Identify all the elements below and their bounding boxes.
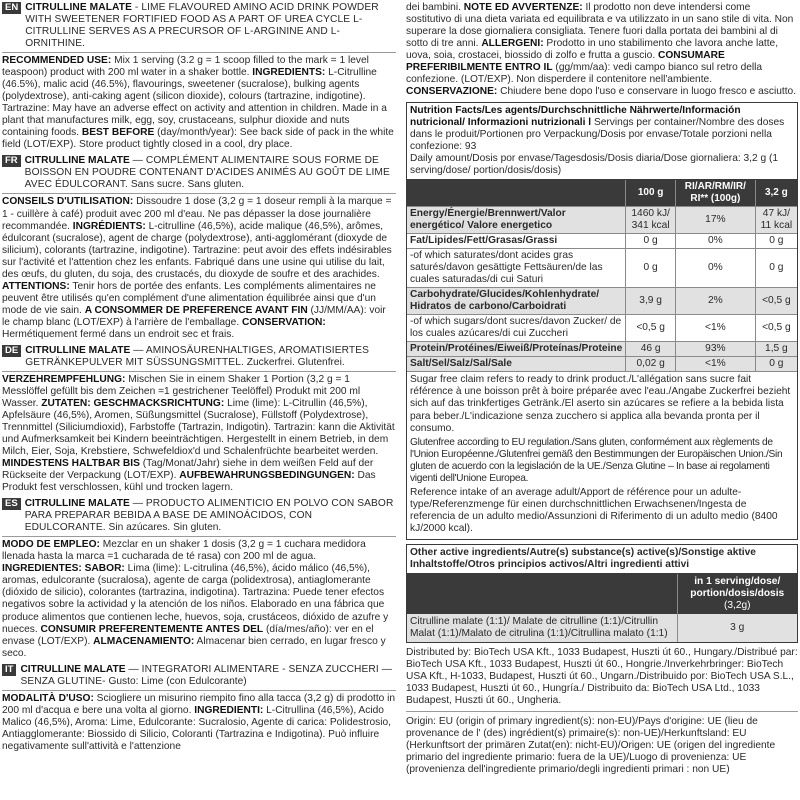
nutrition-row bbox=[407, 207, 797, 234]
value-serving: <0,5 g bbox=[755, 288, 797, 315]
note-gluten-free: Glutenfree according to EU regulation./Sans gluten, conformément aux règlements de l'Union Européenne./Glutenfrei gemäß den Bestimmungen der Europäischen Union./Sin gluten de acuerdo con la legislación de la UE./Senza Glutine – In base ai regolamenti vigenti dell'Unione Europea. bbox=[410, 436, 783, 484]
value-ri: 93% bbox=[675, 342, 755, 357]
other-col-head: in 1 serving/dose/ portion/dosis/dosis (3,2g) bbox=[677, 574, 797, 614]
nutrition-row bbox=[407, 342, 797, 357]
value-100g: 0 g bbox=[626, 249, 676, 288]
origin-text: Origin: EU (origin of primary ingredient(s): non-EU)/Pays d'origine: UE (lieu de provenance de l' (des) ingrédient(s) primaire(s): non-UE)/Herkunftsland: EU (Herkunftsort der primären Zutat(en): nicht-EU)/Origen: UE (origen del ingrediente primario del ingrediente primario: fuera de la UE)/Luogo di provenienza: UE (provenienza dell'ingrediente primario/degli ingredienti primari : non UE) bbox=[406, 716, 776, 776]
title-fr: CITRULLINE MALATE — COMPLÉMENT ALIMENTAIRE SOUS FORME DE BOISSON EN POUDRE CONTENANT D'ACIDES ANIMÉS AU GOÛT DE LIME AVEC ÉDULCORANT. Sans sucre. Sans gluten. bbox=[24, 155, 390, 191]
value-100g: 0,02 g bbox=[626, 357, 676, 372]
note-reference-intake: Reference intake of an average adult/Apport de référence pour un adulte-type/Referenzmenge für einen durchschnittlichen Erwachsenen/Ingesta de referencia de un adulto medio/Assunzioni di Riferimento di un adulto medio (8400 kJ/2000 kcal). bbox=[410, 486, 778, 534]
other-ingredients-box bbox=[406, 544, 798, 643]
divider bbox=[2, 371, 396, 372]
lang-badge-es: ES bbox=[2, 498, 21, 510]
nutrition-row bbox=[407, 315, 797, 342]
value-ri: 0% bbox=[675, 249, 755, 288]
value-serving: 1,5 g bbox=[755, 342, 797, 357]
value-100g: <0,5 g bbox=[626, 315, 676, 342]
title-en: CITRULLINE MALATE - LIME FLAVOURED AMINO ACID DRINK POWDER WITH SWEETENER FORTIFIED FOOD AS A PART OF UREA CYCLE L-CITRULLINE SERVES AS A PRECURSOR OF L-ARGININE AND L-ORNITHINE. bbox=[25, 2, 379, 50]
nutrient-label: Energy/Énergie/Brennwert/Valor energético/ Valore energetico bbox=[407, 207, 626, 234]
nutrition-table bbox=[407, 180, 797, 372]
value-serving: 0 g bbox=[755, 234, 797, 249]
value-100g: 1460 kJ/ 341 kcal bbox=[626, 207, 676, 234]
section-es bbox=[2, 498, 396, 659]
note-sugar-free: Sugar free claim refers to ready to drink product./L'allégation sans sucre fait référence à une boisson prêt à boire préparée avec l'eau./Angabe Zuckerfrei bezieht sich auf das trinkfertiges Getränk./El aserto sin azúcares se refiere a la bebida lista para beber./L'indicazione senza zucchero si applica alla bevanda pronta per il consumo. bbox=[410, 374, 791, 434]
value-100g: 46 g bbox=[626, 342, 676, 357]
value-ri: 2% bbox=[675, 288, 755, 315]
col-100g: 100 g bbox=[626, 180, 676, 206]
nutrition-table-header bbox=[407, 180, 797, 206]
nutrition-row bbox=[407, 357, 797, 372]
value-ri: 17% bbox=[675, 207, 755, 234]
nutrition-notes bbox=[407, 372, 797, 538]
other-ingredient-row bbox=[407, 614, 797, 642]
nutrition-facts-header: Nutrition Facts/Les agents/Durchschnittliche Nährwerte/Información nutricional/ Informazioni nutrizionali l Servings per container/Nombre des doses dans le produit/Portionen pro Verpackung/Dosis por envase/Totale porzioni nella confezione: 93 Daily amount/Dosis por envase/Tagesdosis/Dosis diaria/Dose giornaliera: 3,2 g (1 serving/dose/ portion/dosis/dosis) bbox=[407, 103, 797, 180]
value-serving: <0,5 g bbox=[755, 315, 797, 342]
title-es: CITRULLINE MALATE — PRODUCTO ALIMENTICIO EN POLVO CON SABOR PARA PREPARAR BEBIDA A BASE DE AMINOÁCIDOS, CON EDULCORANTE. Sin azúcares. Sin gluten. bbox=[24, 498, 394, 534]
distributor-text: Distributed by: BioTech USA Kft., 1033 Budapest, Huszti út 60., Hungary./Distribué par: BioTech USA Kft., 1033 Budapest, Huszti út 60., Hongrie./Inverkehrbringer: BioTech USA Kft., H-1033, Budapest, Huszti út 60., Ungarn./Distribuido por: BioTech USA S.L., 1033 Budapest, Huszti út 60., Hungría./ Distribuito da: BioTech USA Ltd., 1033 Budapest, Huszti út 60., Ungheria. bbox=[406, 647, 798, 707]
nutrient-label: Protein/Protéines/Eiweiß/Proteínas/Proteine bbox=[407, 342, 626, 357]
nutrition-row bbox=[407, 234, 797, 249]
value-serving: 47 kJ/ 11 kcal bbox=[755, 207, 797, 234]
value-100g: 3,9 g bbox=[626, 288, 676, 315]
body-es: MODO DE EMPLEO: Mezclar en un shaker 1 dosis (3,2 g = 1 cuchara medidora llenada hasta la marca =1 cucharada de té rasa) con 200 ml de agua. INGREDIENTES: SABOR: Lima (lime): L-citrulina (46,5%), ácido málico (46,5%), aromas, edulcorante (sucralosa), agente de carga (polidextrosa), antiaglomerante (dióxido de silicio), colorantes (tartrazina, indigotina). Tartrazina: Puede tener efectos negativos sobre la actividad y la atención de los niños. Elaborado en una fábrica que produce alimentos que contienen leche, huevos, soja, crustáceos, dióxido de azufre y nueces. CONSUMIR PREFERENTEMENTE ANTES DEL (día/mes/año): ver en el envase (LOT/EXP). ALMACENAMIENTO: Almacenar bien cerrado, en lugar fresco y seco. bbox=[2, 539, 389, 659]
value-ri: <1% bbox=[675, 357, 755, 372]
nutrition-row bbox=[407, 249, 797, 288]
value-serving: 0 g bbox=[755, 249, 797, 288]
body-it-continued: dei bambini. NOTE ED AVVERTENZE: Il prodotto non deve intendersi come sostitutivo di una dieta variata ed equilibrata e va utilizzato in un sano stile di vita. Non superare la dose giornaliera consigliata. Tenere fuori dalla portata dei bambini al di sotto di tre anni. ALLERGENI: Prodotto in uno stabilimento che lavora anche latte, uova, soia, crostacei, biossido di zolfo e frutta a guscio. CONSUMARE PREFERIBILMENTE ENTRO IL (gg/mm/aa): vedi campo bianco sul retro della confezione. (LOT/EXP). Non disperdere il contenitore nell'ambiente. CONSERVAZIONE: Chiudere bene dopo l'uso e conservare in luogo fresco e asciutto. bbox=[406, 2, 797, 98]
body-fr: CONSEILS D'UTILISATION: Dissoudre 1 dose (3,2 g = 1 doseur rempli à la marque = 1 - cuillère à café) produit avec 200 ml d'eau. Ne pas dépasser la dose journalière recommandée. INGRÉDIENTS: L-citrulline (46,5%), acide malique (46,5%), arômes, édulcorant (sucralose), agent de charge (polydextrose), anti-agglomérant (dioxyde de silicium), colorants (tartrazine, indigotine). Tartrazine: peut avoir des effets indésirables sur l'activité et l'attention chez les enfants. Fabriqué dans une usine qui utilise du lait, des œufs, du gluten, du soja, des crustacés, du dioxyde de soufre et des arachides. ATTENTIONS: Tenir hors de portée des enfants. Les compléments alimentaires ne peuvent être utilisés qu'en complément d'une alimentation équilibrée ainsi que d'un mode de vie sain. A CONSOMMER DE PREFERENCE AVANT FIN (JJ/MM/AA): voir le champ blanc (LOT/EXP) à l'arrière de l'emballage. CONSERVATION: Hermétiquement fermé dans un endroit sec et frais. bbox=[2, 196, 392, 340]
value-ri: <1% bbox=[675, 315, 755, 342]
lang-badge-it: IT bbox=[2, 664, 16, 676]
value-serving: 0 g bbox=[755, 357, 797, 372]
section-en bbox=[2, 2, 396, 151]
right-column bbox=[400, 0, 800, 800]
other-ingredients-title: Other active ingredients/Autre(s) substance(s) active(s)/Sonstige aktive Inhaltstoffe/Otros principios activos/Altri ingredienti attivi bbox=[407, 545, 797, 574]
nutrient-label: -of which sugars/dont sucres/davon Zucker/ de los cuales azúcares/di cui Zuccheri bbox=[407, 315, 626, 342]
body-en: RECOMMENDED USE: Mix 1 serving (3.2 g = 1 scoop filled to the mark = 1 level teaspoon) product with 200 ml water in a shaker bottle. INGREDIENTS: L-Citrulline (46.5%), malic acid (46.5%), flavourings, sweetener (sucralose), bulking agents (polydextrose), anti-caking agent (silicon dioxide), colours (tartrazine, indigotine). Tartrazine: May have an adverse effect on activity and attention in children. Made in a plant that manufactures milk, egg, soy, crustaceans, sulphur dioxide and nuts containing foods. BEST BEFORE (day/month/year): See back side of pack in the white field (LOT/EXP). Store product tightly closed in a cool, dry place. bbox=[2, 55, 394, 151]
value-100g: 0 g bbox=[626, 234, 676, 249]
distribution-info bbox=[406, 647, 798, 776]
nutrition-rows bbox=[407, 207, 797, 372]
body-it: MODALITÀ D'USO: Sciogliere un misurino riempito fino alla tacca (3,2 g) di prodotto in 200 ml d'acqua e bere una volta al giorno. INGREDIENTI: L-Citrullina (46,5%), Acido Malico (46,5%), Aroma: Lime, Edulcorante: Sucralosio, Agente di carica: Polidestrosio, Antiagglomerante: Biossido di Silicio, Coloranti (Tartrazina e Indigotina). Può influire negativamente sull'attività e l'attenzione bbox=[2, 692, 396, 752]
section-de bbox=[2, 345, 396, 494]
title-it: CITRULLINE MALATE — INTEGRATORI ALIMENTARE - SENZA ZUCCHERI — SENZA GLUTINE- Gusto: Lime (con Edulcorante) bbox=[20, 663, 393, 687]
other-ingredient-label: Citrulline malate (1:1)/ Malate de citrulline (1:1)/Citrullin Malat (1:1)/Malato de citrulina (1:1)/Citrullina malato (1:1) bbox=[407, 614, 677, 642]
nutrient-label: -of which saturates/dont acides gras saturés/davon gesättigte Fettsäuren/de las cuales saturadas/di cui Saturi bbox=[407, 249, 626, 288]
lang-badge-en: EN bbox=[2, 2, 21, 14]
value-ri: 0% bbox=[675, 234, 755, 249]
divider bbox=[2, 193, 396, 194]
divider bbox=[2, 52, 396, 53]
section-fr bbox=[2, 155, 396, 340]
title-de: CITRULLINE MALATE — AMINOSÄURENHALTIGES, AROMATISIERTES GETRÄNKEPULVER MIT SÜSSUNGSMITTEL. Zuckerfrei. Glutenfrei. bbox=[25, 344, 370, 368]
nutrition-facts-box bbox=[406, 102, 798, 540]
col-ri: RI/AR/RM/IR/ RI** (100g) bbox=[675, 180, 755, 206]
divider bbox=[2, 536, 396, 537]
other-ingredient-value: 3 g bbox=[677, 614, 797, 642]
lang-badge-de: DE bbox=[2, 345, 21, 357]
nutrient-label: Fat/Lipides/Fett/Grasas/Grassi bbox=[407, 234, 626, 249]
body-de: VERZEHREMPFEHLUNG: Mischen Sie in einem Shaker 1 Portion (3,2 g = 1 Messlöffel gefüllt bis dem Zeichen =1 gestrichener Teelöffel) Produkt mit 200 ml Wasser. ZUTATEN: GESCHMACKSRICHTUNG: Lime (lime): L-Citrullin (46,5%), Apfelsäure (46,5%), Aromen, Süßungsmittel (Sucralose), Füllstoff (Polydextrose), Trennmittel (Siliciumdioxid), Farbstoffe (Tartrazin, Indigotin). Tartrazin: kann die Aktivität und Aufmerksamkeit bei Kindern beeinträchtigen. Hergestellt in einem Betrieb, in dem Milch, Eier, Soja, Krebstiere, Schwefeldiox'd und Schalenfrüchte bearbeitet werden. MINDESTENS HALTBAR BIS (Tag/Monat/Jahr) siehe in dem weißen Feld auf der Rückseite der Verpackung (LOT/EXP). AUFBEWAHRUNGSBEDINGUNGEN: Das Produkt fest verschlossen, kühl und trocken lagern. bbox=[2, 373, 395, 494]
lang-badge-fr: FR bbox=[2, 155, 21, 167]
section-it bbox=[2, 664, 396, 753]
nutrition-row bbox=[407, 288, 797, 315]
nutrient-label: Carbohydrate/Glucides/Kohlenhydrate/ Hidratos de carbono/Carboidrati bbox=[407, 288, 626, 315]
divider bbox=[406, 711, 798, 712]
col-serving: 3,2 g bbox=[755, 180, 797, 206]
divider bbox=[2, 690, 396, 691]
nutrient-label: Salt/Sel/Salz/Sal/Sale bbox=[407, 357, 626, 372]
